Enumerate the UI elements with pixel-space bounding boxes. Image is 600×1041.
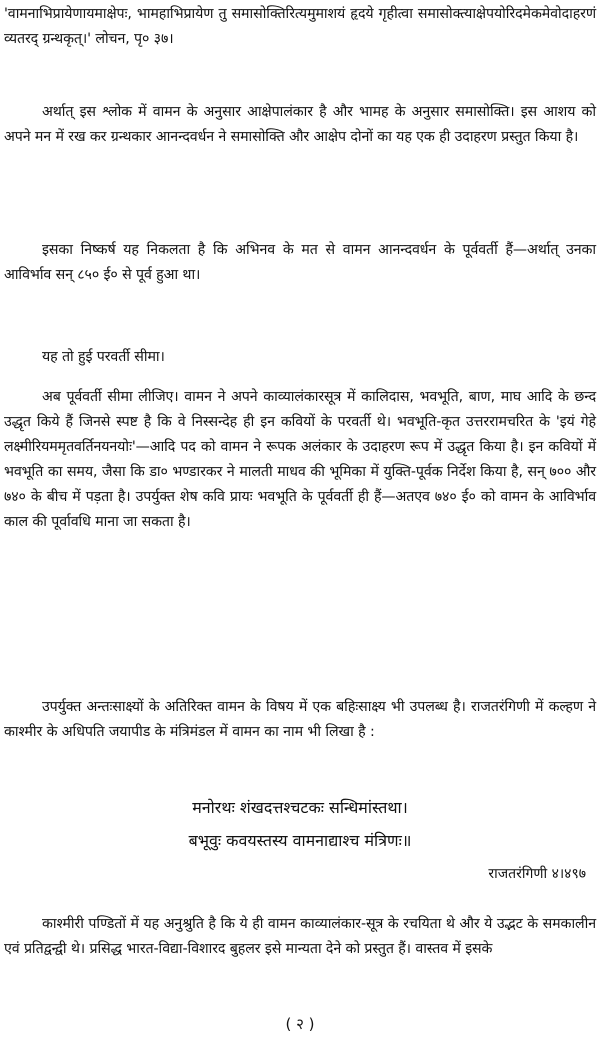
page-number: ( २ ) — [285, 1015, 315, 1033]
verse-line-1: मनोरथः शंखदत्तश्चटकः सन्धिमांस्तथा। — [192, 798, 408, 817]
lower-limit-paragraph: अब पूर्ववर्ती सीमा लीजिए। वामन ने अपने काव्यालंकारसूत्र में कालिदास, भवभूति, बाण, माघ आदि के छन्द उद्धृत किये हैं जिनसे स्पष्ट है कि वे निस्सन्देह ही इन कवियों के परवर्ती थे। भवभूति-कृत उत्तररामचरित के 'इयं गेहे लक्ष्मीरियममृतवर्तिनयनयोः'—आदि पद को वामन ने रूपक अलंकार के उदाहरण रूप में उद्धृत किया है। इन कवियों में भवभूति का समय, जैसा कि डा० भण्डारकर ने मालती माधव की भूमिका में युक्ति-पूर्वक निर्देश किया है, सन् ७०० और ७४० के बीच में पड़ता है। उपर्युक्त शेष कवि प्रायः भवभूति के पूर्ववर्ती ही हैं—अतएव ७४० ई० को वामन के आविर्भाव काल की पूर्वावधि माना जा सकता है। — [4, 389, 596, 530]
upper-limit-paragraph: यह तो हुई परवर्ती सीमा। — [42, 349, 165, 365]
quote-paragraph: 'वामनाभिप्रायेणायमाक्षेपः, भामहाभिप्रायेण तु समासोक्तिरित्यमुमाशयं हृदये गृहीत्वा समासोक्त्याक्षेपयोरिदमेकमेवोदाहरणं व्यतरद् ग्रन्थकृत्।' लोचन, पृ० ३७। — [4, 6, 596, 47]
closing-paragraph: काश्मीरी पण्डितों में यह अनुश्रुति है कि ये ही वामन काव्यालंकार-सूत्र के रचयिता थे और ये उद्भट के समकालीन एवं प्रतिद्वन्द्वी थे। प्रसिद्ध भारत-विद्या-विशारद बुहलर इसे मान्यता देने को प्रस्तुत हैं। वास्तव में इसके — [4, 916, 596, 957]
verse-line-2: बभूवुः कवयस्तस्य वामनाद्याश्च मंत्रिणः॥ — [188, 831, 412, 850]
explanation-paragraph: अर्थात् इस श्लोक में वामन के अनुसार आक्षेपालंकार है और भामह के अनुसार समासोक्ति। इस आशय को अपने मन में रख कर ग्रन्थकार आनन्दवर्धन ने समासोक्ति और आक्षेप दोनों का यह एक ही उदाहरण प्रस्तुत किया है। — [4, 104, 596, 145]
verse-citation: राजतरंगिणी ४।४९७ — [488, 866, 586, 882]
conclusion-paragraph: इसका निष्कर्ष यह निकलता है कि अभिनव के मत से वामन आनन्दवर्धन के पूर्ववर्ती हैं—अर्थात् उनका आविर्भाव सन् ८५० ई० से पूर्व हुआ था। — [4, 242, 596, 283]
external-evidence-paragraph: उपर्युक्त अन्तःसाक्ष्यों के अतिरिक्त वामन के विषय में एक बहिःसाक्ष्य भी उपलब्ध है। राजतरंगिणी में कल्हण ने काश्मीर के अधिपति जयापीड के मंत्रिमंडल में वामन का नाम भी लिखा है : — [4, 699, 596, 740]
